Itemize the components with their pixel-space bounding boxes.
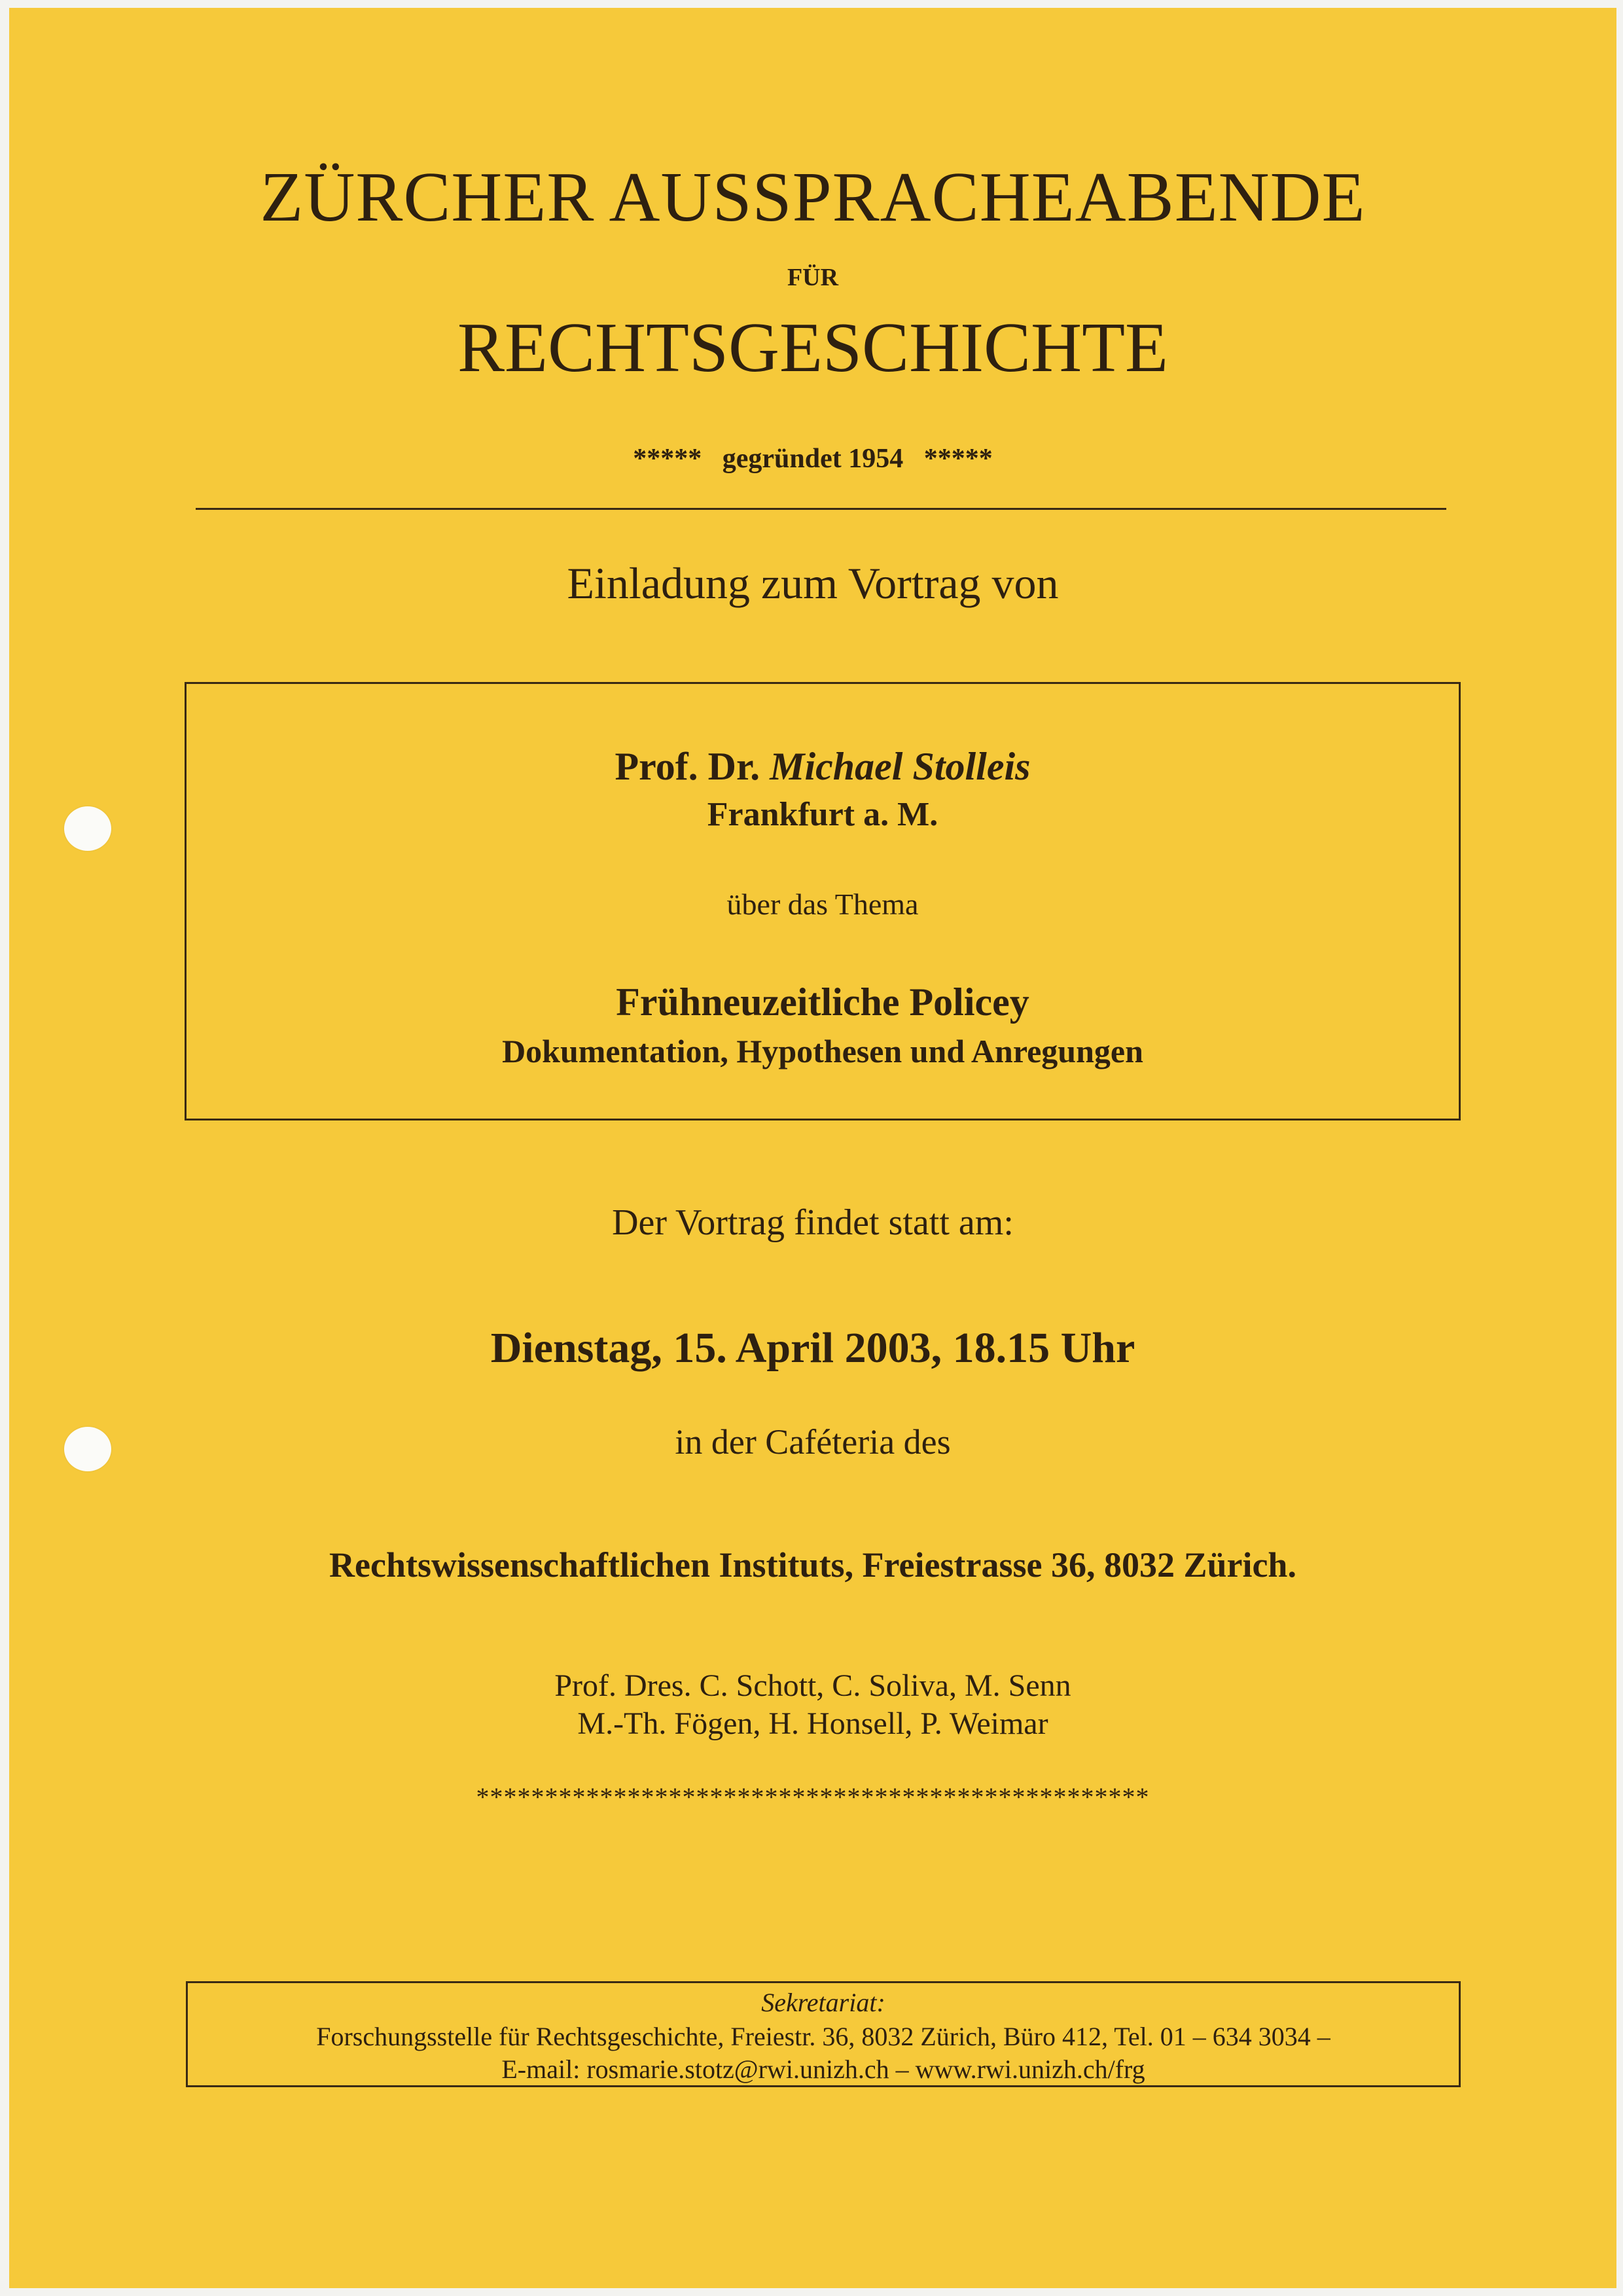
title-line-2: RECHTSGESCHICHTE xyxy=(457,309,1169,387)
founded-line: ***** gegründet 1954 ***** xyxy=(633,444,993,474)
organizers-line-1: Prof. Dres. C. Schott, C. Soliva, M. Senn xyxy=(554,1668,1071,1703)
topic-title: Frühneuzeitliche Policey xyxy=(616,980,1029,1024)
invitation-heading: Einladung zum Vortrag von xyxy=(567,558,1059,608)
organizers-line-2: M.-Th. Fögen, H. Honsell, P. Weimar xyxy=(577,1706,1048,1741)
speaker-surname: Michael Stolleis xyxy=(770,745,1031,788)
event-datetime: Dienstag, 15. April 2003, 18.15 Uhr xyxy=(490,1324,1135,1372)
secretariat-address: Forschungsstelle für Rechtsgeschichte, Freiestr. 36, 8032 Zürich, Büro 412, Tel. 01 – 634 3034 – xyxy=(316,2022,1330,2051)
topic-intro: über das Thema xyxy=(726,888,919,921)
title-line-1: ZÜRCHER AUSSPRACHEABENDE xyxy=(260,158,1366,236)
star-separator: ************************************************* xyxy=(476,1782,1150,1812)
speaker-name xyxy=(187,744,1459,789)
speaker-prefix: Prof. Dr. xyxy=(615,745,760,788)
title-small-fuer: FÜR xyxy=(787,264,839,291)
invitation-sheet xyxy=(9,8,1616,2288)
punch-hole-top xyxy=(64,806,111,851)
speaker-box xyxy=(185,682,1461,1121)
secretariat-contact: E-mail: rosmarie.stotz@rwi.unizh.ch – www.rwi.unizh.ch/frg xyxy=(501,2054,1145,2084)
event-intro: Der Vortrag findet statt am: xyxy=(612,1202,1014,1243)
location-intro: in der Caféteria des xyxy=(675,1422,951,1462)
topic-subtitle: Dokumentation, Hypothesen und Anregungen xyxy=(502,1033,1143,1069)
header-divider xyxy=(196,508,1446,510)
secretariat-box xyxy=(186,1981,1461,2087)
event-location: Rechtswissenschaftlichen Instituts, Freiestrasse 36, 8032 Zürich. xyxy=(329,1545,1296,1585)
secretariat-label: Sekretariat: xyxy=(761,1988,885,2017)
speaker-city: Frankfurt a. M. xyxy=(707,796,938,833)
